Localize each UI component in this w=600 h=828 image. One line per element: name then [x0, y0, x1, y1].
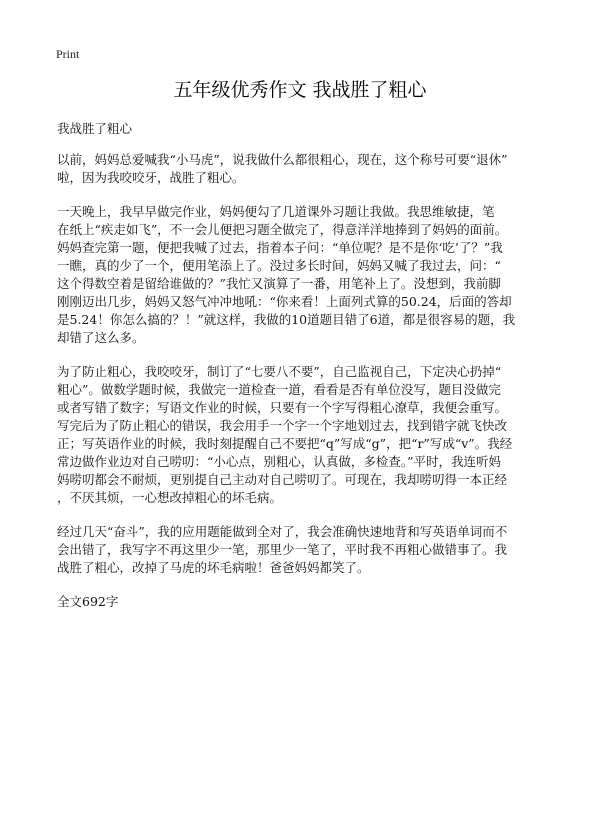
paragraph-2: 一天晚上，我早早做完作业，妈妈便勾了几道课外习题让我做。我思维敏捷，笔 在纸上“疾走如飞”，不一会儿便把习题全做完了，得意洋洋地捧到了妈妈的面前。 妈妈查完第一题，便把我喊了过去，指着本子问：“单位呢？是不是你‘吃’了？”我 一瞧，真的少了一个，便用笔添上了。没过多长时间，妈妈又喊了我过去，问：“ 这个得数空着是留给谁做的？”我忙又演算了一番，用笔补上了。没想到，我前脚 刚刚迈出几步，妈妈又怒气冲冲地吼：“你来看！上面列式算的50.24，后面的答却 是5.24！你怎么搞的？！”就这样，我做的10道题目错了6道，都是很容易的题，我 却错了这么多。: [57, 204, 516, 345]
print-link[interactable]: Print: [56, 47, 80, 61]
paragraph-3: 为了防止粗心，我咬咬牙，制订了“七要八不要”，自己监视自己，下定决心扔掉“ 粗心”。做数学题时候，我做完一道检查一道，看看是否有单位没写，题目没做完 或者写错了数字；写语文作业的时候，只要有一个字写得粗心潦草，我便会重写。 写完后为了防止粗心的错误，我会用手一个字一个字地划过去，找到错字就飞快改 正；写英语作业的时候，我时刻提醒自己不要把“q”写成“g”，把“r”写成“v”。我经 常边做作业边对自己唠叨：“小心点，别粗心，认真做，多检查。”平时，我连听妈 妈唠叨都会不耐烦，更别提自己主动对自己唠叨了。可现在，我却唠叨得一本正经 ，不厌其烦，一心想改掉粗心的坏毛病。: [57, 364, 513, 505]
article-body: [57, 120, 553, 627]
word-count: 全文692字: [57, 594, 119, 609]
paragraph-4: 经过几天“奋斗”，我的应用题能做到全对了，我会准确快速地背和写英语单词而不 会出错了，我写字不再这里少一笔，那里少一笔了，平时我不再粗心做错事了。我 战胜了粗心，改掉了马虎的坏毛病啦！爸爸妈妈都笑了。: [57, 524, 508, 575]
page-title: 五年级优秀作文 我战胜了粗心: [173, 79, 427, 101]
paragraph-1: 以前，妈妈总爱喊我“小马虎”，说我做什么都很粗心，现在，这个称号可要“退休” 啦，因为我咬咬牙，战胜了粗心。: [57, 152, 508, 185]
article-subtitle: 我战胜了粗心: [57, 121, 133, 136]
